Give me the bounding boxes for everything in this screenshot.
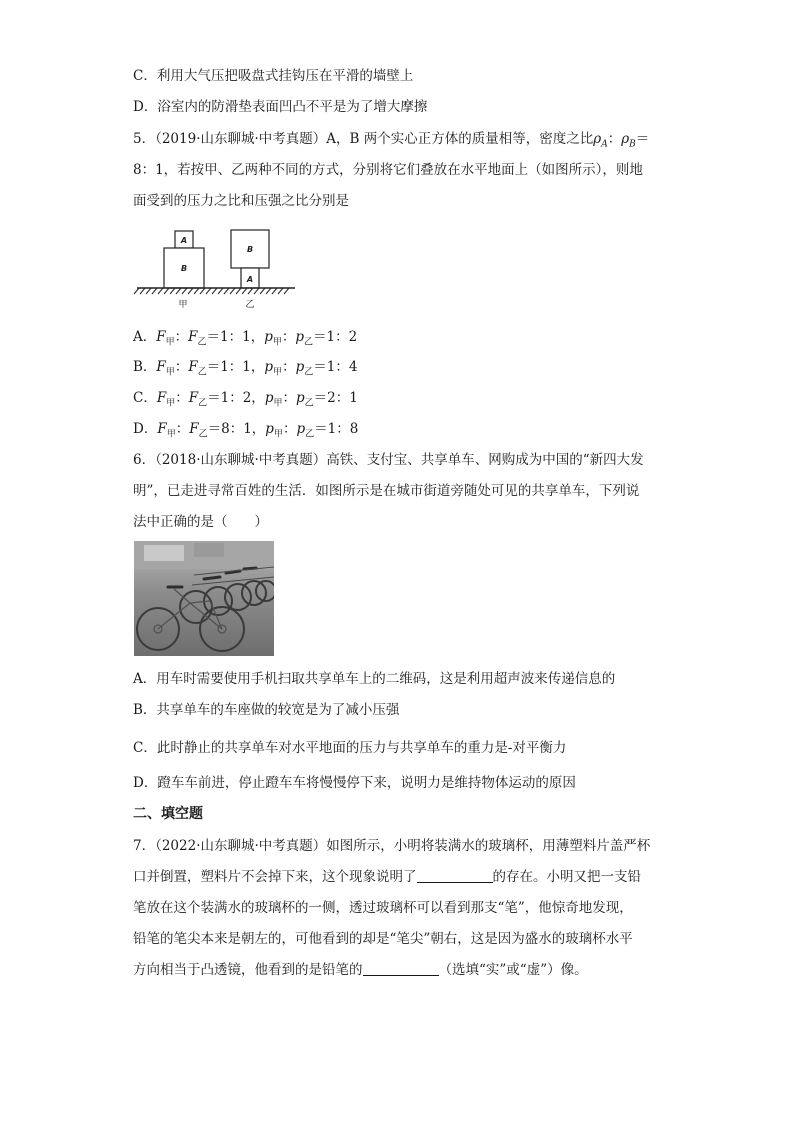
hatch-stroke: [170, 288, 175, 294]
hatch-stroke: [146, 288, 151, 294]
q5-option-d: D．$F_甲$：$F_乙=8$：1，$p_甲$：$p_乙=1$：8: [133, 421, 359, 440]
hatch-stroke: [248, 288, 253, 294]
hatch-stroke: [278, 288, 283, 294]
hatch-stroke: [212, 288, 217, 294]
q5-stem-line3: 面受到的压力之比和压强之比分别是: [133, 193, 349, 209]
q5-stem-line1: 5．（2019·山东聊城·中考真题）A，B 两个实心正方体的质量相等，密度之比$\rho_A$：$\rho_B=$: [133, 131, 650, 150]
fig-label-a1: A: [180, 236, 188, 245]
hatch-stroke: [158, 288, 163, 294]
q6-stem-line3: 法中正确的是（ ）: [133, 514, 268, 530]
hatch-stroke: [284, 288, 289, 294]
answer-blank-2[interactable]: [363, 961, 439, 976]
hatch-stroke: [134, 288, 139, 294]
q5-option-c: C．$F_甲$：$F_乙=1$：2，$p_甲$：$p_乙=2$：1: [133, 390, 358, 409]
fig-label-b2: B: [246, 245, 254, 254]
hatch-stroke: [218, 288, 223, 294]
hatch-stroke: [254, 288, 259, 294]
hatch-stroke: [140, 288, 145, 294]
answer-blank-1[interactable]: [417, 868, 493, 883]
option-d-anti-slip-mat: D．浴室内的防滑垫表面凹凸不平是为了增大摩擦: [133, 99, 428, 115]
hatch-stroke: [200, 288, 205, 294]
q6-option-a: A．用车时需要使用手机扫取共享单车上的二维码，这是利用超声波来传递信息的: [133, 671, 616, 687]
fig-label-a2: A: [246, 275, 254, 284]
stacked-cubes-figure: [133, 225, 299, 315]
hatch-stroke: [242, 288, 247, 294]
shared-bikes-photo: [134, 541, 274, 656]
q7-stem-line2: 口并倒置，塑料片不会掉下来，这个现象说明了 的存在。小明又把一支铅: [133, 869, 641, 885]
fig-ground-hatching: [134, 288, 289, 294]
hatch-stroke: [194, 288, 199, 294]
hatch-stroke: [206, 288, 211, 294]
q6-option-b: B．共享单车的车座做的较宽是为了减小压强: [133, 702, 400, 718]
hatch-stroke: [230, 288, 235, 294]
q7-stem-line1: 7．（2022·山东聊城·中考真题）如图所示，小明将装满水的玻璃杯，用薄塑料片盖严杯: [133, 838, 651, 854]
q5-stem-line2: 8：1，若按甲、乙两种不同的方式，分别将它们叠放在水平地面上（如图所示），则地: [133, 162, 643, 178]
hatch-stroke: [224, 288, 229, 294]
hatch-stroke: [266, 288, 271, 294]
fig-caption-yi: 乙: [245, 300, 255, 310]
hatch-stroke: [236, 288, 241, 294]
hatch-stroke: [152, 288, 157, 294]
q6-stem-line1: 6．（2018·山东聊城·中考真题）高铁、支付宝、共享单车、网购成为中国的“新四大发: [133, 452, 644, 468]
fig-caption-jia: 甲: [178, 300, 188, 310]
section-title-fill-blank: 二、填空题: [133, 806, 203, 822]
q7-stem-line3: 笔放在这个装满水的玻璃杯的一侧，透过玻璃杯可以看到那支“笔”，他惊奇地发现，: [133, 900, 633, 916]
hatch-stroke: [164, 288, 169, 294]
q6-option-c: C．此时静止的共享单车对水平地面的压力与共享单车的重力是-对平衡力: [133, 740, 567, 756]
q5-option-b: B．$F_甲$：$F_乙=1$：1，$p_甲$：$p_乙=1$：4: [133, 359, 358, 378]
hatch-stroke: [188, 288, 193, 294]
option-c-suction-hook: C．利用大气压把吸盘式挂钩压在平滑的墙壁上: [133, 68, 414, 84]
hatch-stroke: [182, 288, 187, 294]
q7-stem-line5: 方向相当于凸透镜，他看到的是铅笔的 （选填“实”或“虚”）像。: [133, 962, 588, 978]
q5-option-a: A．$F_甲$：$F_乙=1$：1，$p_甲$：$p_乙=1$：2: [133, 329, 358, 348]
q6-stem-line2: 明”，已走进寻常百姓的生活．如图所示是在城市街道旁随处可见的共享单车，下列说: [133, 483, 640, 499]
hatch-stroke: [176, 288, 181, 294]
q6-option-d: D．蹬车车前进，停止蹬车车将慢慢停下来，说明力是维持物体运动的原因: [133, 775, 576, 791]
hatch-stroke: [260, 288, 265, 294]
fig-label-b1: B: [180, 264, 188, 273]
hatch-stroke: [272, 288, 277, 294]
q7-stem-line4: 铅笔的笔尖本来是朝左的，可他看到的却是“笔尖”朝右，这是因为盛水的玻璃杯水平: [133, 931, 633, 947]
